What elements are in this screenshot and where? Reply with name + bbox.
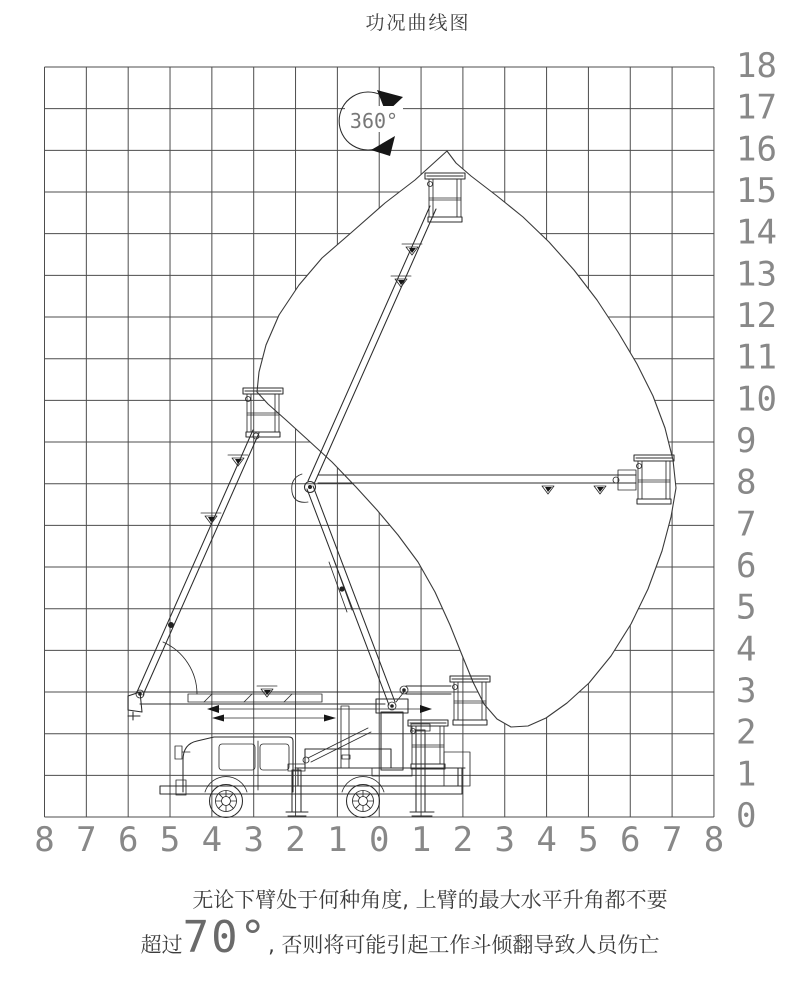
y-tick-label: 1 (736, 754, 757, 795)
work-bucket-transport (408, 720, 448, 769)
side-mirror-icon (175, 746, 190, 759)
y-tick-label: 10 (736, 379, 777, 420)
y-tick-label: 16 (736, 129, 777, 170)
y-tick-label: 8 (736, 462, 757, 503)
y-tick-label: 17 (736, 87, 777, 128)
x-axis-labels (34, 820, 724, 860)
x-tick-label: 2 (285, 820, 306, 860)
rear-outrigger (410, 724, 434, 816)
page-title: 功况曲线图 (365, 12, 471, 34)
x-tick-label: 2 (452, 820, 474, 860)
x-tick-label: 1 (327, 820, 348, 860)
y-tick-label: 5 (736, 587, 757, 628)
front-wheel (205, 777, 247, 818)
warning-line1: 无论下臂处于何种角度, 上臂的最大水平升角都不要 (192, 888, 668, 912)
y-tick-label: 3 (736, 670, 757, 711)
y-tick-label: 4 (736, 629, 757, 670)
y-tick-label: 18 (736, 45, 777, 86)
y-tick-label: 12 (736, 295, 777, 336)
rotation-label: 360° (349, 109, 399, 133)
x-tick-label: 5 (578, 820, 599, 860)
x-tick-label: 3 (243, 820, 264, 860)
y-tick-label: 6 (736, 545, 757, 586)
boom-position-front-70deg (136, 430, 259, 698)
truck-cab (175, 737, 293, 792)
x-tick-label: 5 (159, 820, 181, 860)
x-tick-label: 8 (703, 820, 725, 860)
y-tick-label: 9 (736, 420, 757, 461)
x-tick-label: 1 (410, 820, 432, 860)
x-tick-label: 7 (661, 820, 683, 860)
y-axis-labels (736, 46, 777, 836)
x-tick-label: 4 (201, 820, 223, 860)
rotation-360-symbol (339, 90, 403, 156)
x-tick-label: 7 (76, 820, 97, 860)
turret (303, 699, 412, 776)
x-tick-label: 3 (494, 820, 515, 860)
warning-text (0, 884, 800, 963)
x-tick-label: 6 (117, 820, 139, 860)
boom-angle-arc (163, 642, 197, 694)
y-tick-label: 14 (736, 212, 777, 253)
y-tick-label: 7 (736, 504, 757, 545)
y-tick-label: 11 (736, 337, 777, 378)
x-tick-label: 0 (368, 820, 390, 860)
rear-wheel (342, 777, 384, 818)
y-tick-label: 15 (736, 170, 777, 211)
front-outrigger (286, 764, 308, 816)
warning-line2-suffix: , 否则将可能引起工作斗倾翻导致人员伤亡 (268, 933, 660, 957)
working-envelope-curve (257, 151, 676, 727)
y-tick-label: 0 (736, 796, 757, 836)
x-tick-label: 6 (620, 820, 641, 860)
x-tick-label: 8 (34, 820, 55, 860)
x-tick-label: 4 (536, 820, 557, 860)
warning-angle-value: 70° (182, 912, 269, 963)
boom-position-low-rear (396, 686, 451, 702)
warning-line2 (0, 912, 800, 963)
truck-drawing (128, 686, 470, 818)
rotation-arrow-bottom-icon (371, 136, 395, 156)
rear-body-box (444, 752, 470, 786)
y-tick-label: 13 (736, 254, 777, 295)
y-tick-label: 2 (736, 712, 757, 753)
warning-line2-prefix: 超过 (140, 933, 183, 957)
